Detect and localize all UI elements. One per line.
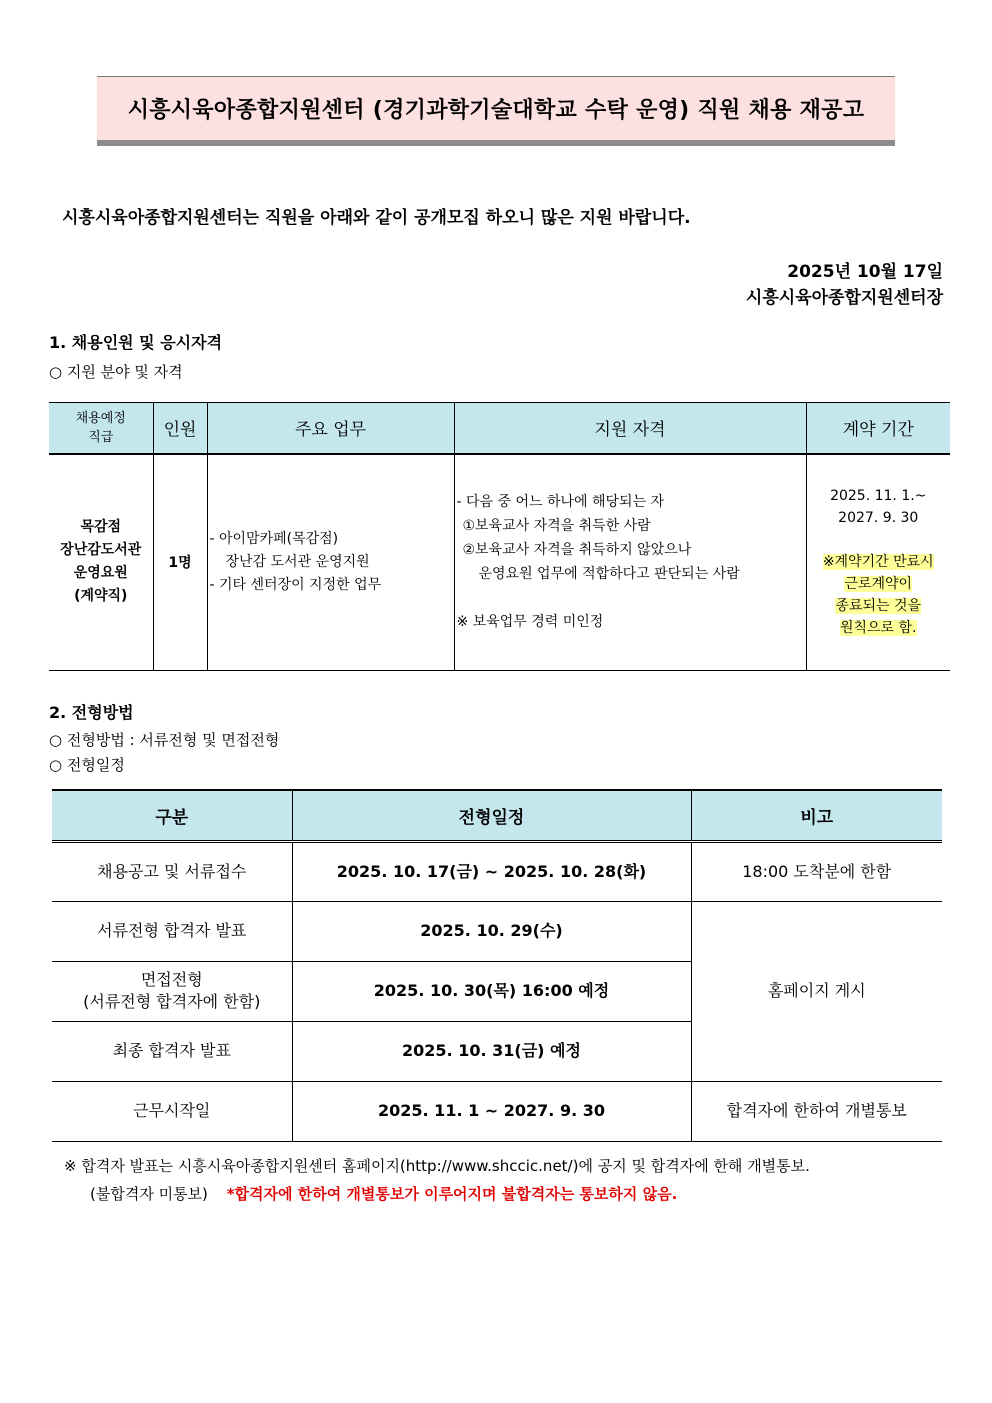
- row-note: 합격자에 한하여 개별통보: [691, 1081, 942, 1141]
- duties-cell: - 아이맘카페(목감점) 장난감 도서관 운영지원 - 기타 센터장이 지정한 업무: [207, 454, 454, 671]
- table-row: [52, 841, 942, 901]
- footnote-unsuccessful: (불합격자 미통보): [90, 1185, 208, 1203]
- section2-sub1: ○ 전형방법 : 서류전형 및 면접전형: [49, 731, 280, 749]
- row-schedule: 2025. 10. 17(금) ~ 2025. 10. 28(화): [292, 841, 691, 901]
- header-category: 구분: [52, 790, 292, 841]
- footnote-line2: [90, 1183, 677, 1204]
- header-duties: 주요 업무: [207, 403, 454, 454]
- section2-heading: 2. 전형방법: [49, 703, 134, 722]
- footnote-red-note: *합격자에 한하여 개별통보가 이루어지며 불합격자는 통보하지 않음.: [226, 1185, 678, 1203]
- section2-sub2: ○ 전형일정: [49, 756, 125, 774]
- table-row: [49, 454, 950, 671]
- table-row: [52, 1081, 942, 1141]
- header-note: 비고: [691, 790, 942, 841]
- section1-sub: ○ 지원 분야 및 자격: [49, 363, 183, 381]
- row-schedule: 2025. 10. 30(목) 16:00 예정: [292, 961, 691, 1021]
- row-label: 채용공고 및 서류접수: [52, 841, 292, 901]
- row-label: 근무시작일: [52, 1081, 292, 1141]
- count-cell: 1명: [153, 454, 207, 671]
- table-row: [52, 901, 942, 961]
- row-label: 면접전형 (서류전형 합격자에 한함): [52, 961, 292, 1021]
- document-title: 시흥시육아종합지원센터 (경기과학기술대학교 수탁 운영) 직원 채용 재공고: [97, 76, 895, 146]
- schedule-table: [52, 789, 942, 1142]
- header-schedule: 전형일정: [292, 790, 691, 841]
- row-note: 홈페이지 게시: [691, 901, 942, 1081]
- row-label: 서류전형 합격자 발표: [52, 901, 292, 961]
- row-schedule: 2025. 11. 1 ~ 2027. 9. 30: [292, 1081, 691, 1141]
- recruitment-table: [49, 402, 950, 671]
- header-qualification: 지원 자격: [454, 403, 806, 454]
- footnote-line1: ※ 합격자 발표는 시흥시육아종합지원센터 홈페이지(http://www.shccic.net/)에 공지 및 합격자에 한해 개별통보.: [64, 1157, 810, 1175]
- notice-date: 2025년 10월 17일: [787, 262, 943, 282]
- section1-heading: 1. 채용인원 및 응시자격: [49, 333, 223, 352]
- issuer: 시흥시육아종합지원센터장: [745, 288, 943, 308]
- position-cell: 목감점 장난감도서관 운영요원 (계약직): [49, 454, 153, 671]
- row-label: 최종 합격자 발표: [52, 1021, 292, 1081]
- intro-text: 시흥시육아종합지원센터는 직원을 아래와 같이 공개모집 하오니 많은 지원 바랍니다.: [62, 208, 691, 228]
- row-schedule: 2025. 10. 29(수): [292, 901, 691, 961]
- row-schedule: 2025. 10. 31(금) 예정: [292, 1021, 691, 1081]
- term-cell: 2025. 11. 1.~ 2027. 9. 30 ※계약기간 만료시 근로계약이 종료되는 것을 원칙으로 함.: [806, 454, 950, 671]
- header-position: 채용예정 직급: [49, 403, 153, 454]
- row-note: 18:00 도착분에 한함: [691, 841, 942, 901]
- header-count: 인원: [153, 403, 207, 454]
- header-term: 계약 기간: [806, 403, 950, 454]
- qualification-cell: - 다음 중 어느 하나에 해당되는 자 ①보육교사 자격을 취득한 사람 ②보육교사 자격을 취득하지 않았으나 운영요원 업무에 적합하다고 판단되는 사람 ※ 보육업무 경력 미인정: [454, 454, 806, 671]
